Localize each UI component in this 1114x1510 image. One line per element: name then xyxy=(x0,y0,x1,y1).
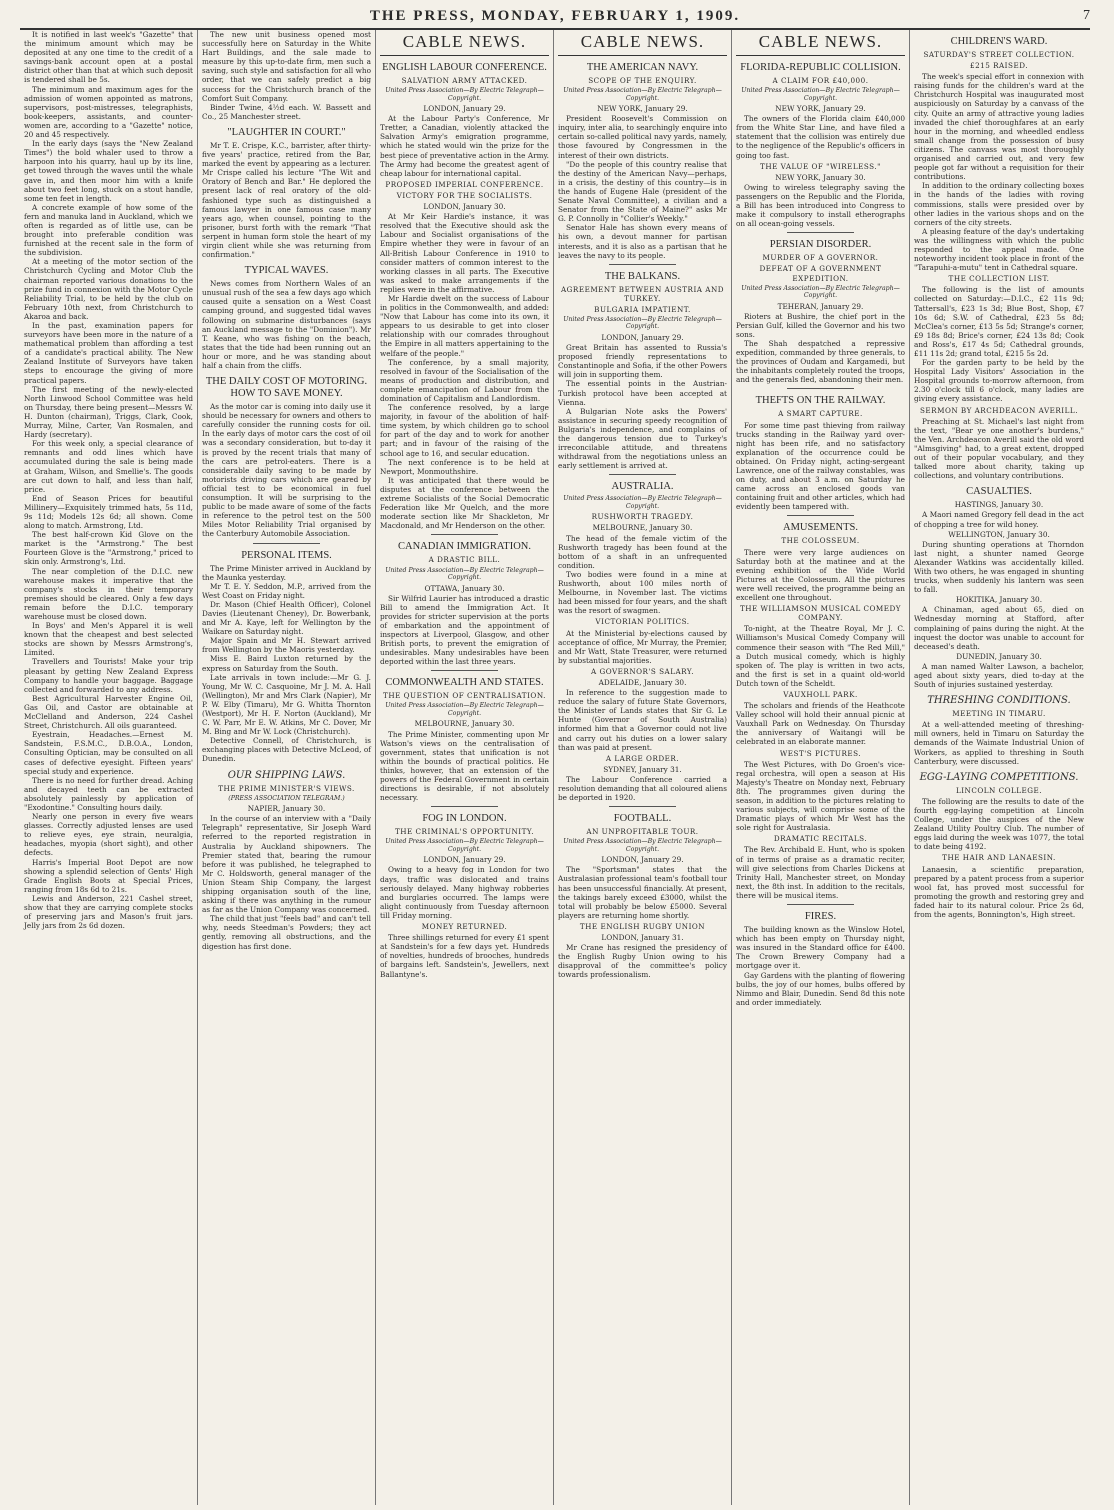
article-paragraph: It is notified in last week's "Gazette" that the minimum amount which may be deposited at any one time to the credit of a savings-bank account open at a postal district other than that at which such deposit is tendered shall be 5s. xyxy=(24,30,193,85)
article-paragraph: Late arrivals in town include:—Mr G. J. Young, Mr W. C. Casquoine, Mr J. M. A. Hall (Wellington), Mr and Mrs Clark (Napier), Mr P. W. Elby (Timaru), Mr G. Whitta Thornton (Westport), Mr H. F. Norton (Auckland), Mr C. W. Parr, Mr E. W. Atkins, Mr C. Dover, Mr M. Bing and Mr W. Lock (Christchurch). xyxy=(202,672,371,737)
article-subheadline: VICTORY FOR THE SOCIALISTS. xyxy=(396,190,533,200)
article-headline: "LAUGHTER IN COURT." xyxy=(227,126,346,138)
article-headline: FOG IN LONDON. xyxy=(422,813,507,825)
article-headline: THEFTS ON THE RAILWAY. xyxy=(755,395,886,407)
section-divider xyxy=(787,515,855,516)
section-divider xyxy=(787,232,855,233)
press-credit-line: United Press Association—By Electric Telegraph—Copyright. xyxy=(563,315,722,331)
article-paragraph: The Shah despatched a repressive expedition, commanded by three generals, to the provinces of Oudam and Kargamedi, but the inhabitants completely routed the troops, and the generals fled, abandoning their men. xyxy=(736,338,905,385)
article-headline: FLORIDA-REPUBLIC COLLISION. xyxy=(740,62,901,73)
article-paragraph: A pleasing feature of the day's undertaking was the willingness with which the public responded to the appeal made. One noteworthy incident took place in front of the "Tarapuhi-a-mutu" tent in Cathedral square. xyxy=(914,226,1084,273)
article-paragraph: At the Labour Party's Conference, Mr Tretter, a Canadian, violently attacked the Salvation Army's emigration programme, which he stated would win the prize for the best piece of preventative action in the Army. The Army had become the greatest agent of cheap labour for international capital. xyxy=(380,114,549,178)
article-subheadline: £215 RAISED. xyxy=(970,61,1028,71)
dateline: MELBOURNE, January 30. xyxy=(414,719,515,729)
section-banner: CABLE NEWS. xyxy=(736,32,905,56)
article-paragraph: The week's special effort in connexion with raising funds for the children's ward at the Christchurch Hospital was inaugurated most auspiciously on Saturday by a canvass of the city. Quite an army of attractive young ladies invaded the chief thoroughfares at an early hour in the morning, and wheedled endless small change from the possession of busy citizens. The canvass was most thoroughly organised and carried out, and very few people got far without a requisition for their contributions. xyxy=(914,72,1084,182)
article-paragraph: At Mr Keir Hardie's instance, it was resolved that the Executive should ask the Labour and Socialist organisations of the Empire whether they were in favour of an All-British Labour Conference in 1910 to consider matters of common interest to the working classes in all parts. The Executive was asked to make arrangements if the replies were in the affirmative. xyxy=(380,212,549,294)
article-paragraph: Three shillings returned for every £1 spent at Sandstein's for a few days yet. Hundreds of novelties, hundreds of brooches, hundreds of bargains left. Sandstein's, Jewellers, next Ballantyne's. xyxy=(380,933,549,979)
dateline: OTTAWA, January 30. xyxy=(424,583,505,593)
section-divider xyxy=(609,806,677,807)
dateline: LONDON, January 29. xyxy=(423,104,506,114)
article-paragraph: The building known as the Winslow Hotel, which has been empty on Thursday night, was insured in the Standard office for £400. The Crown Brewery Company had a mortgage over it. xyxy=(736,925,905,971)
article-subheadline: SCOPE OF THE ENQUIRY. xyxy=(588,76,697,85)
article-paragraph: Nearly one person in every five wears glasses. Correctly adjusted lenses are used to relieve eyes, eye strain, neuralgia, headaches, myopia (short sight), and other defects. xyxy=(24,812,193,858)
dateline: LONDON, January 29. xyxy=(601,332,684,342)
dateline: NAPIER, January 30. xyxy=(247,804,326,814)
press-credit-line: United Press Association—By Electric Telegraph—Copyright. xyxy=(385,838,544,853)
article-paragraph: Owing to a heavy fog in London for two days, traffic was dislocated and trains seriously delayed. Many highway robberies and burglaries occurred. The lamps were alight continuously from Tuesday afternoon till Friday morning. xyxy=(380,865,549,920)
article-headline: PERSIAN DISORDER. xyxy=(769,239,872,251)
article-paragraph: During shunting operations at Thorndon last night, a shunter named George Alexander Watkins was accidentally killed. With two others, he was engaged in shunting trucks, when suddenly his lantern was seen to fall. xyxy=(914,539,1084,595)
masthead-title: THE PRESS, MONDAY, FEBRUARY 1, 1909. xyxy=(369,7,741,24)
dateline: DUNEDIN, January 30. xyxy=(956,651,1042,661)
article-subheadline: THE WILLIAMSON MUSICAL COMEDY COMPANY. xyxy=(739,604,902,623)
article-headline: ENGLISH LABOUR CONFERENCE. xyxy=(382,62,547,73)
article-paragraph: The Prime Minister, commenting upon Mr Watson's views on the centralisation of government, states that unification is not within the bounds of practical politics. He thinks, however, that an extension of the powers of the Federal Government in certain directions is desirable, if not absolutely necessary. xyxy=(380,729,549,803)
article-subheadline: DEFEAT OF A GOVERNMENT EXPEDITION. xyxy=(759,264,882,283)
article-paragraph: Preaching at St. Michael's last night from the text, "Bear ye one another's burdens," the Ven. Archdeacon Averill said the old word "Almsgiving" had, to a great extent, dropped out of their popular vocabulary, and they talked more about charity, taking up collections, and voluntary contributions. xyxy=(914,416,1084,481)
article-paragraph: The West Pictures, with Do Groen's vice-regal orchestra, will open a season at His Majesty's Theatre on Monday next, February 8th. The programmes given during the season, in addition to the pictures relating to various subjects, will comprise some of the Dramatic plays of which Mr West has the sole right for Australasia. xyxy=(736,759,905,833)
article-paragraph: At a well-attended meeting of threshing-mill owners, held in Timaru on Saturday the demands of the Waimate Industrial Union of Workers, as applied to threshing in South Canterbury, were discussed. xyxy=(914,720,1084,766)
article-paragraph: The owners of the Florida claim £40,000 from the White Star Line, and have filed a statement that the collision was entirely due to the negligence of the Republic's officers in going too fast. xyxy=(736,114,905,160)
column-6 xyxy=(910,30,1088,1505)
article-paragraph: The Labour Conference carried a resolution demanding that all coloured aliens be deported in 1920. xyxy=(558,774,727,803)
article-subheadline: DRAMATIC RECITALS. xyxy=(773,834,868,844)
article-paragraph: At a meeting of the motor section of the Christchurch Cycling and Motor Club the chairman reported various donations to the prize fund in connexion with the Motor Cycle Reliability Trial, to be held by the club on February 10th next, from Christchurch to Akaroa and back. xyxy=(24,257,193,321)
press-credit-line: (PRESS ASSOCIATION TELEGRAM.) xyxy=(228,794,345,802)
dateline: LONDON, January 29. xyxy=(601,855,684,865)
article-paragraph: Senator Hale has shown every means of his own, a devout manner for partisan interests, and it is also as a partisan that he leaves the navy to its people. xyxy=(558,223,727,260)
article-subheadline: A SMART CAPTURE. xyxy=(778,409,863,419)
article-subheadline: A DRASTIC BILL. xyxy=(428,555,501,565)
article-paragraph: The new unit business opened most successfully here on Saturday in the White Hart Buildings, and the sale made to measure by this up-to-date firm, men such a saving, such style and satisfaction for all who order, that we can safely predict a big success for the Christchurch branch of the Comfort Suit Company. xyxy=(202,30,371,103)
article-subheadline: THE VALUE OF "WIRELESS." xyxy=(760,161,881,171)
article-subheadline: SERMON BY ARCHDEACON AVERILL. xyxy=(920,405,1078,415)
article-headline: CHILDREN'S WARD. xyxy=(950,36,1048,47)
dateline: LONDON, January 31. xyxy=(601,933,684,943)
dateline: HASTINGS, January 30. xyxy=(954,500,1044,510)
press-credit-line: United Press Association—By Electric Telegraph—Copyright. xyxy=(385,87,544,102)
article-subheadline: VAUXHOLL PARK. xyxy=(783,689,858,699)
dateline: NEW YORK, January 29. xyxy=(597,104,688,114)
article-subheadline: AGREEMENT BETWEEN AUSTRIA AND TURKEY. xyxy=(560,284,725,303)
article-paragraph: The "Sportsman" states that the Australasian professional team's football tour has been unsuccessful financially. At present, the takings barely exceed £3000, whilst the total will probably be below £5000. Several players are returning home shortly. xyxy=(558,865,727,920)
article-paragraph: Binder Twine, 4½d each. W. Bassett and Co., 25 Manchester street. xyxy=(202,102,371,121)
article-paragraph: Mr T. E. Crispe, K.C., barrister, after thirty-five years' practice, retired from the Bar, marked the event by appearing as a lecturer. Mr Crispe called his lecture "The Wit and Oratory of Bench and Bar." He deplored the present lack of real oratory of the old-fashioned type such as distinguished a famous lawyer in one famous case many years ago, when counsel, pointing to the prisoner, burst forth with the remark "That serpent in human form stole the heart of my virgin client while she was returning from confirmation." xyxy=(202,140,371,260)
article-paragraph: Harris's Imperial Boot Depot are now showing a splendid selection of Gents' High Grade English Boots at Special Prices, ranging from 18s 6d to 21s. xyxy=(24,857,193,894)
article-paragraph: The minimum and maximum ages for the admission of women appointed as matrons, supervisors, post-mistresses, telegraphists, book-keepers, assistants, and counter-women are, according to a "Gazette" notice, 20 and 45 respectively. xyxy=(24,84,193,140)
article-paragraph: In addition to the ordinary collecting boxes in the hands of the ladies with roving commissions, stalls were presided over by other ladies in the various shops and on the corners of the city streets. xyxy=(914,181,1084,227)
article-subheadline: THE QUESTION OF CENTRALISATION. xyxy=(383,691,546,701)
article-paragraph: Owing to wireless telegraphy saving the passengers on the Republic and the Florida, a Bill has been introduced into Congress to make it compulsory to install etherographs on all ocean-going vessels. xyxy=(736,182,905,229)
article-paragraph: As the motor car is coming into daily use it should be necessary for owners and others to carefully consider the running costs for oil. In the early days of motor cars the cost of oil was a secondary consideration, but to-day it is proved by the recent trials that many of the cars are petrol-eaters. There is a considerable daily saving to be made by motorists driving cars which are geared by official test to be economical in fuel consumption. It will be surprising to the public to be made aware of some of the facts in reference to the petrol test on the 500 Miles Motor Reliability Trial organised by the Canterbury Automobile Association. xyxy=(202,402,371,539)
press-credit-line: United Press Association—By Electric Telegraph—Copyright. xyxy=(385,566,544,581)
dateline: TEHERAN, January 29. xyxy=(777,301,864,311)
section-divider xyxy=(609,474,677,475)
article-subheadline: A CLAIM FOR £40,000. xyxy=(772,76,869,85)
article-paragraph: Mr Hardie dwelt on the success of Labour in politics in the Commonwealth, and added: "Now that Labour has come into its own, it appears to us desirable to get into closer relationship with our comrades throughout the Empire in all matters appertaining to the welfare of the people." xyxy=(380,293,549,358)
article-paragraph: The scholars and friends of the Heathcote Valley school will hold their annual picnic at Vauxhall Park on Wednesday. On Thursday the anniversary of Waitangi will be celebrated in an elaborate manner. xyxy=(736,701,905,747)
article-headline: CASUALTIES. xyxy=(966,486,1032,498)
article-headline: AMUSEMENTS. xyxy=(783,522,858,534)
article-paragraph: The next conference is to be held at Newport, Monmouthshire. xyxy=(380,457,549,476)
article-subheadline: MONEY RETURNED. xyxy=(421,922,508,932)
column-1 xyxy=(20,30,198,1505)
article-paragraph: "Do the people of this country realise that the destiny of the American Navy—perhaps, in a crisis, the destiny of this country—is in the hands of Eugene Hale (president of the Senate Naval Committee), a civilian and a Senator from the State of Maine?" asks Mr G. P. Connolly in "Collier's Weekly." xyxy=(558,159,727,224)
article-subheadline: THE HAIR AND LANAESIN. xyxy=(942,853,1056,863)
article-paragraph: At the Ministerial by-elections caused by acceptance of office, Mr Murray, the Premier, and Mr Watt, State Treasurer, were returned by substantial majorities. xyxy=(558,628,727,665)
article-paragraph: A man named Walter Lawson, a bachelor, aged about sixty years, died to-day at the South of injuries sustained yesterday. xyxy=(914,661,1084,690)
article-headline: COMMONWEALTH AND STATES. xyxy=(385,677,544,689)
section-divider xyxy=(431,534,499,535)
article-paragraph: There were very large audiences on Saturday both at the matinee and at the evening exhibition of the Wide World Pictures at the Colosseum. All the pictures were well received, the programme being an excellent one throughout. xyxy=(736,547,905,603)
column-4 xyxy=(554,30,732,1505)
article-subheadline: BULGARIA IMPATIENT. xyxy=(594,304,691,314)
article-headline: THE AMERICAN NAVY. xyxy=(586,62,699,73)
column-grid xyxy=(20,30,1094,1505)
article-paragraph: A concrete example of how some of the fern and manuka land in Auckland, which we often is regarded as of little use, can be brought into preferable condition was furnished at the recent sale in the form of the subdivision. xyxy=(24,202,193,258)
article-subheadline: VICTORIAN POLITICS. xyxy=(595,617,690,627)
column-5 xyxy=(732,30,910,1505)
article-paragraph: Detective Connell, of Christchurch, is exchanging places with Detective McLeod, of Dunedin. xyxy=(202,736,371,764)
article-paragraph: Rioters at Bushire, the chief port in the Persian Gulf, killed the Governor and his two sons. xyxy=(736,311,905,339)
article-paragraph: Mr T. E. Y. Seddon, M.P., arrived from the West Coast on Friday night. xyxy=(202,581,371,600)
article-headline: THE DAILY COST OF MOTORING. HOW TO SAVE MONEY. xyxy=(205,376,368,400)
dateline: NEW YORK, January 29. xyxy=(775,104,866,114)
article-paragraph: The Rev. Archibald E. Hunt, who is spoken of in terms of praise as a dramatic reciter, will give selections from Charles Dickens at Trinity Hall, Manchester street, on Monday next, the 8th inst. In addition to the recitals, there will be musical items. xyxy=(736,845,905,900)
section-banner: CABLE NEWS. xyxy=(558,32,727,56)
article-paragraph: Eyestrain, Headaches.—Ernest M. Sandstein, F.S.M.C., D.B.O.A., London, Consulting Optician, may be consulted on all cases of defective eyesight. Fifteen years' special study and experience. xyxy=(24,730,193,776)
article-paragraph: The essential points in the Austrian-Turkish protocol have been accepted at Vienna. xyxy=(558,379,727,407)
column-2 xyxy=(198,30,376,1505)
article-paragraph: The child that just "feels bad" and can't tell why, needs Steedman's Powders; they act gently, removing all obstructions, and the digestion has first done. xyxy=(202,914,371,951)
article-paragraph: A Chinaman, aged about 65, died on Wednesday morning at Stafford, after complaining of pains during the night. At the inquest the doctor was unable to account for deceased's death. xyxy=(914,605,1084,651)
article-subheadline: THE ENGLISH RUGBY UNION xyxy=(579,921,706,931)
dateline: LONDON, January 30. xyxy=(423,202,506,212)
section-headline-italic: OUR SHIPPING LAWS. xyxy=(227,769,346,781)
article-paragraph: The following is the list of amounts collected on Saturday:—D.I.C., £2 11s 9d; Tattersall's, £23 1s 3d; Blue Bost, Shop, £7 10s 6d; S.W. of Cathedral, £23 5s 8d; McClea's corner, £13 5s 5d; Strange's corner, £9 18s 8d; Brice's corner, £24 13s 8d; Cook and Ross's, £17 4s 5d; Cathedral grounds, £11 11s 2d; grand total, £215 5s 2d. xyxy=(914,285,1084,358)
page-number: 7 xyxy=(1082,8,1090,23)
article-subheadline: THE COLOSSEUM. xyxy=(781,536,860,546)
article-headline: FOOTBALL. xyxy=(613,813,672,825)
article-paragraph: Sir Wilfrid Laurier has introduced a drastic Bill to amend the Immigration Act. It provides for stricter supervision at the ports of embarkation and the appointment of inspectors at Liverpool, Glasgow, and other British ports, to prevent the emigration of undesirables. Many undesirables have been deported within the last three years. xyxy=(380,593,549,667)
section-divider xyxy=(431,670,499,671)
article-paragraph: The near completion of the D.I.C. new warehouse makes it imperative that the company's stocks in their temporary premises should be cleared. Only a few days remain before the D.I.C. temporary warehouse must be closed down. xyxy=(24,566,193,621)
article-headline: TYPICAL WAVES. xyxy=(244,265,329,277)
article-subheadline: PROPOSED IMPERIAL CONFERENCE. xyxy=(385,179,544,189)
article-subheadline: AN UNPROFITABLE TOUR. xyxy=(586,827,699,837)
dateline: LONDON, January 29. xyxy=(423,855,506,865)
article-paragraph: The best half-crown Kid Glove on the market is the "Armstrong." The best Fourteen Glove is the "Armstrong," priced to skin only. Armstrong's, Ltd. xyxy=(24,530,193,567)
article-paragraph: Lewis and Anderson, 221 Cashel street, show that they are carrying complete stocks of preserving jars and Mason's fruit jars. Jelly jars from 2s 6d dozen. xyxy=(24,893,193,931)
article-subheadline: THE CRIMINAL'S OPPORTUNITY. xyxy=(394,827,535,837)
article-paragraph: Dr. Mason (Chief Health Officer), Colonel Davies (Lieutenant Cheney), Dr. Bowerbank, and Mr A. Kaye, left for Wellington by the Waikare on Saturday night. xyxy=(202,599,371,637)
article-headline: AUSTRALIA. xyxy=(611,481,674,493)
press-credit-line: United Press Association—By Electric Telegraph—Copyright. xyxy=(563,838,722,853)
article-paragraph: For some time past thieving from railway trucks standing in the Railway yard over-night has been rife, and no satisfactory explanation of the occurrence could be obtained. On Friday night, acting-sergeant Lawrence, one of the railway constables, was on duty, and about 3 a.m. on Saturday he came across an enclosed goods van containing fruit and other articles, which had evidently been tampered with. xyxy=(736,420,905,512)
article-paragraph: A Bulgarian Note asks the Powers' assistance in securing speedy recognition of Bulgaria's independence, and complains of the dangerous tension due to Turkey's irreconcilable attitude, and threatens withdrawal from the negotiations unless an early settlement is arrived at. xyxy=(558,406,727,471)
dateline: WELLINGTON, January 30. xyxy=(948,529,1050,539)
article-subheadline: THE COLLECTION LIST. xyxy=(948,274,1050,284)
column-3 xyxy=(376,30,554,1505)
article-paragraph: The Prime Minister arrived in Auckland by the Maunka yesterday. xyxy=(202,563,371,582)
article-subheadline: A GOVERNOR'S SALARY. xyxy=(591,666,694,676)
article-subheadline: A LARGE ORDER. xyxy=(605,753,680,763)
section-divider xyxy=(431,806,499,807)
article-subheadline: MEETING IN TIMARU. xyxy=(952,709,1046,719)
dateline: NEW YORK, January 30. xyxy=(775,172,866,182)
dateline: SYDNEY, January 31. xyxy=(603,764,682,774)
article-paragraph: Lanaesin, a scientific preparation, prepared by a patent process from a superior wool fat, has proved most successful for promoting the growth and restoring grey and faded hair to its natural colour. Price 2s 6d, from the agents, Bonnington's, High street. xyxy=(914,864,1084,919)
article-paragraph: There is no need for further dread. Aching and decayed teeth can be extracted absolutely painlessly by application of "Exodontine." Consulting hours daily. xyxy=(24,775,193,812)
dateline: ADELAIDE, January 30. xyxy=(598,677,687,687)
section-headline-italic: THRESHING CONDITIONS. xyxy=(927,695,1071,707)
article-subheadline: SATURDAY'S STREET COLLECTION. xyxy=(923,50,1075,59)
article-paragraph: It was anticipated that there would be disputes at the conference between the extreme Socialists of the Social Democratic Federation like Mr Quelch, and the more moderate section like Mr Shackleton, Mr Macdonald, and Mr Henderson on the other. xyxy=(380,475,549,531)
press-credit-line: United Press Association—By Electric Telegraph—Copyright. xyxy=(385,702,544,717)
section-divider xyxy=(253,543,321,544)
article-paragraph: End of Season Prices for beautiful Millinery—Exquisitely trimmed hats, 5s 11d, 9s 11d; Models 12s 6d; all shown. Come along to match. Armstrong, Ltd. xyxy=(24,493,193,531)
article-paragraph: The conference resolved, by a large majority, in favour of the abolition of half-time system, by which children go to school for part of the day and to work for another part; and in favour of the raising of the school age to 16, and secular education. xyxy=(380,403,549,458)
article-paragraph: For this week only, a special clearance of remnants and odd lines which have accumulated during the sale is being made at Graham, Wilson, and Smellie's. The goods are cut down to half, and less than half, price. xyxy=(24,439,193,494)
press-credit-line: United Press Association—By Electric Telegraph—Copyright. xyxy=(563,495,722,510)
article-paragraph: Mr Crane has resigned the presidency of the English Rugby Union owing to his disapproval of the committee's policy towards professionalism. xyxy=(558,943,727,980)
article-paragraph: A Maori named Gregory fell dead in the act of chopping a tree for wild honey. xyxy=(914,510,1084,529)
article-paragraph: Travellers and Tourists! Make your trip pleasant by getting New Zealand Express Company to handle your baggage. Baggage collected and forwarded to any address. xyxy=(24,657,193,694)
section-banner: CABLE NEWS. xyxy=(380,32,549,56)
article-paragraph: Best Agricultural Harvester Engine Oil, Gas Oil, and Castor are obtainable at McClelland and Anderson, 224 Cashel Street, Christchurch. All oils guaranteed. xyxy=(24,693,193,731)
article-subheadline: LINCOLN COLLEGE. xyxy=(955,785,1043,795)
article-paragraph: The conference, by a small majority, resolved in favour of the Socialisation of the means of production and distribution, and complete emancipation of Labour from the domination of Capitalism and Landlordism. xyxy=(380,357,549,403)
article-subheadline: WEST'S PICTURES. xyxy=(779,748,862,758)
article-paragraph: News comes from Northern Wales of an unusual rush of the sea a few days ago which caused quite a sensation on a West Coast camping ground, and suggested tidal waves following on submarine disturbances (says an Auckland message to the "Dominion"). Mr T. Keane, who was fishing on the beach, states that the tide had been running out an hour or more, and he was standing about half a chain from the cliffs. xyxy=(202,279,371,370)
article-paragraph: Major Spain and Mr H. Stewart arrived from Wellington by the Maoris yesterday. xyxy=(202,636,371,655)
section-divider xyxy=(787,904,855,905)
article-paragraph: Gay Gardens with the planting of flowering bulbs, the joy of our homes, bulbs offered by Nimmo and Blair, Dunedin. Send 8d this note and order immediately. xyxy=(736,970,905,1007)
article-paragraph: In reference to the suggestion made to reduce the salary of future State Governors, the Minister of Lands states that Sir G. Le Hunte (Governor of South Australia) informed him that a Governor could not live and carry out his duties on a lower salary than was paid at present. xyxy=(558,688,727,752)
section-divider xyxy=(787,388,855,389)
press-credit-line: United Press Association—By Electric Telegraph—Copyright. xyxy=(741,87,900,102)
article-paragraph: For the garden party to be held by the Hospital Lady Visitors' Association in the Hospital grounds to-morrow afternoon, from 2.30 o'clock till 6 o'clock, many ladies are giving every assistance. xyxy=(914,358,1084,404)
section-divider xyxy=(609,264,677,265)
dateline: HOKITIKA, January 30. xyxy=(955,595,1043,605)
article-paragraph: The head of the female victim of the Rushworth tragedy has been found at the bottom of a shaft in an unfrequented condition. xyxy=(558,533,727,570)
article-headline: THE BALKANS. xyxy=(604,270,681,282)
article-paragraph: Great Britain has assented to Russia's proposed friendly representations to Constantinople and Sofia, if the other Powers will join in supporting them. xyxy=(558,343,727,380)
article-subheadline: MURDER OF A GOVERNOR. xyxy=(762,253,879,263)
section-headline-italic: EGG-LAYING COMPETITIONS. xyxy=(919,771,1079,783)
article-subheadline: THE PRIME MINISTER'S VIEWS. xyxy=(218,783,355,793)
article-paragraph: The following are the results to date of the fourth egg-laying competition at Lincoln College, under the auspices of the New Zealand Utility Poultry Club. The number of eggs laid during the week was 1077, the total to date being 4192. xyxy=(914,796,1084,852)
dateline: MELBOURNE, January 30. xyxy=(592,523,693,533)
article-subheadline: RUSHWORTH TRAGEDY. xyxy=(591,512,694,522)
article-paragraph: To-night, at the Theatre Royal, Mr J. C. Williamson's Musical Comedy Company will commence their season with "The Red Mill," a Dutch musical comedy, which is highly spoken of. The play is written in two acts, and the first is set in a quaint old-world Dutch town of the Scheldt. xyxy=(736,624,905,688)
article-paragraph: In the early days (says the "New Zealand Times") the bold whaler used to throw a harpoon into his quarry, haul up by its line, get towed through the waves until the whale gave in, and then moor him with a knife about two feet long, stuck on a stout handle, some ten feet in length. xyxy=(24,139,193,203)
article-paragraph: In Boys' and Men's Apparel it is well known that the cheapest and best selected stocks are shown by Messrs Armstrong's, Limited. xyxy=(24,621,193,658)
article-subheadline: SALVATION ARMY ATTACKED. xyxy=(401,76,528,85)
article-paragraph: The first meeting of the newly-elected North Linwood School Committee was held on Thursday, there being present—Messrs W. H. Dunton (chairman), Triggs, Clark, Cook, Murray, Milne, Carter, Van Rosmalen, and Hardy (secretary). xyxy=(24,384,193,440)
article-headline: FIRES. xyxy=(804,911,837,923)
press-credit-line: United Press Association—By Electric Telegraph—Copyright. xyxy=(563,87,722,102)
article-headline: PERSONAL ITEMS. xyxy=(241,549,332,561)
press-credit-line: United Press Association—By Electric Telegraph—Copyright. xyxy=(741,284,900,300)
article-paragraph: President Roosevelt's Commission on inquiry, inter alia, to searchingly enquire into certain so-called political navy yards, namely, those favoured by Congressmen in the interest of their own districts. xyxy=(558,114,727,160)
article-paragraph: In the course of an interview with a "Daily Telegraph" representative, Sir Joseph Ward referred to the reported registration in Australia by Auckland shipowners. The Premier stated that, bearing the rumour before it was published, he telegraphed to Mr C. Holdsworth, general manager of the Union Steam Ship Company, the largest shipping organisation south of the line, asking if there was anything in the rumour as far as the Union Company was concerned. xyxy=(202,814,371,915)
article-paragraph: Miss E. Baird Luxton returned by the express on Saturday from the South. xyxy=(202,654,371,673)
article-paragraph: In the past, examination papers for surveyors have been more in the nature of a mathematical problem than affording a test of a candidate's practical ability. The New Zealand Institute of Surveyors have taken steps to encourage the giving of more practical papers. xyxy=(24,321,193,385)
article-headline: CANADIAN IMMIGRATION. xyxy=(398,541,531,553)
masthead xyxy=(20,4,1090,30)
article-paragraph: Two bodies were found in a mine at Rushworth, about 100 miles north of Melbourne, in November last. The victims had been missed for four years, and the shaft was the resort of swagmen. xyxy=(558,569,727,616)
